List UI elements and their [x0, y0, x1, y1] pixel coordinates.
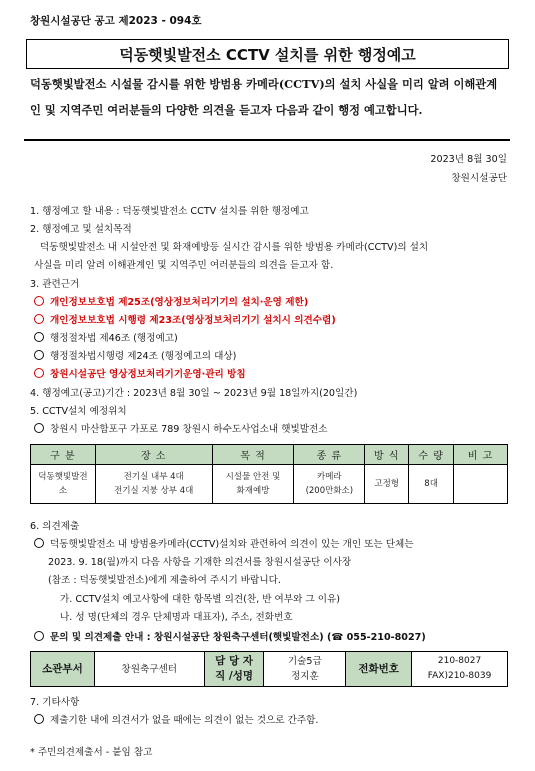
- table-cell: 고정형: [365, 465, 409, 504]
- column-header: 방 식: [365, 445, 409, 465]
- person-label: 담 당 자 직 /성명: [204, 652, 264, 687]
- item-6: 6. 의견제출: [30, 521, 80, 532]
- opinion-sub-item: 가. CCTV설치 예고사항에 대한 항목별 의견(찬, 반 여부와 그 이유): [60, 594, 341, 605]
- table-cell: 전기실 내부 4대 전기실 지붕 상부 4대: [95, 465, 212, 504]
- table-cell: 카메라 (200만화소): [294, 465, 365, 504]
- basis-item: [34, 312, 336, 326]
- location-item: [34, 421, 328, 435]
- notice-date: 2023년 8월 30일: [430, 154, 507, 165]
- notice-number: 창원시설공단 공고 제2023 - 094호: [30, 15, 202, 27]
- column-header: 구 분: [31, 445, 96, 465]
- opinion-text-cont: (참조 : 덕동햇빛발전소)에게 제출하여 주시기 바랍니다.: [48, 575, 281, 586]
- contact-info: [34, 629, 426, 643]
- circle-bullet-icon: [34, 714, 44, 724]
- item-4: 4. 행정예고(공고)기간 : 2023년 8월 30일 ~ 2023년 9월 18일까지(20일간): [30, 388, 358, 399]
- item-2: 2. 행정예고 및 설치목적: [30, 224, 132, 235]
- item-3: 3. 관련근거: [30, 279, 80, 290]
- table-cell: 시설물 안전 및 화재예방: [212, 465, 294, 504]
- basis-text: 창원시설공단 영상정보처리기기운영·관리 방침: [50, 369, 246, 380]
- item-5: 5. CCTV설치 예정위치: [30, 406, 127, 417]
- circle-bullet-icon: [34, 296, 44, 306]
- issuer-name: 창원시설공단: [451, 173, 507, 184]
- item-2-text: 덕동햇빛발전소 내 시설안전 및 화재예방등 실시간 감시를 위한 방범용 카메라(CCTV)의 설치: [40, 242, 429, 253]
- circle-bullet-icon: [34, 631, 44, 641]
- phone-label: 전화번호: [346, 652, 412, 687]
- column-header: 비 고: [454, 445, 508, 465]
- circle-bullet-icon: [34, 423, 44, 433]
- circle-bullet-icon: [34, 368, 44, 378]
- table-cell: 덕동햇빛발전소: [31, 465, 96, 504]
- column-header: 수 량: [409, 445, 454, 465]
- basis-item: [34, 366, 246, 380]
- basis-item: [34, 348, 236, 362]
- footnote: * 주민의견제출서 - 붙임 참고: [30, 747, 153, 758]
- intro-paragraph: 덕동햇빛발전소 시설물 감시를 위한 방범용 카메라(CCTV)의 설치 사실을 미리 알려 이해관계인 및 지역주민 여러분들의 다양한 의견을 듣고자 다음과 같이 행정 예고합니다.: [30, 77, 498, 117]
- column-header: 목 적: [212, 445, 294, 465]
- basis-item: [34, 330, 178, 344]
- dept-label: 소관부서: [31, 652, 95, 687]
- basis-text: 개인정보보호법 제25조(영상정보처리기기의 설치·운영 제한): [50, 297, 309, 308]
- basis-item: [34, 294, 308, 308]
- circle-bullet-icon: [34, 538, 44, 548]
- opinion-item: [34, 536, 414, 550]
- etc-text: 제출기한 내에 의견서가 없을 때에는 의견이 없는 것으로 간주함.: [50, 715, 319, 726]
- column-header: 종 류: [294, 445, 365, 465]
- table-row: [31, 465, 508, 504]
- column-header: 장 소: [95, 445, 212, 465]
- item-2-text-cont: 사실을 미리 알려 이해관계인 및 지역주민 여러분들의 의견을 듣고자 함.: [34, 260, 334, 271]
- divider: [24, 139, 510, 141]
- contact-text: 문의 및 의견제출 안내 : 창원시설공단 창원축구센터(햇빛발전소) (☎ 055-210-8027): [50, 632, 426, 643]
- table-cell: 8대: [409, 465, 454, 504]
- circle-bullet-icon: [34, 314, 44, 324]
- page-title: 덕동햇빛발전소 CCTV 설치를 위한 행정예고: [26, 39, 509, 69]
- person-value: 기술5급 정지훈: [264, 652, 346, 687]
- circle-bullet-icon: [34, 350, 44, 360]
- item-7: 7. 기타사항: [30, 697, 80, 708]
- table-cell: [454, 465, 508, 504]
- basis-text: 행정절차법시행령 제24조 (행정예고의 대상): [50, 351, 237, 362]
- table-row: [31, 652, 508, 687]
- basis-text: 개인정보보호법 시행령 제23조(영상정보처리기기 설치시 의견수렴): [50, 315, 336, 326]
- cctv-table: [30, 444, 508, 504]
- phone-value: 210-8027 FAX)210-8039: [412, 652, 508, 687]
- etc-item: [34, 712, 318, 726]
- opinion-text-cont: 2023. 9. 18(월)까지 다음 사항을 기재한 의견서를 창원시설공단 이사장: [48, 557, 352, 568]
- table-header-row: [31, 445, 508, 465]
- opinion-text: 덕동햇빛발전소 내 방범용카메라(CCTV)설치와 관련하여 의견이 있는 개인 또는 단체는: [50, 539, 414, 550]
- location-text: 창원시 마산합포구 가포로 789 창원시 하수도사업소내 햇빛발전소: [50, 424, 328, 435]
- basis-text: 행정절차법 제46조 (행정예고): [50, 333, 178, 344]
- circle-bullet-icon: [34, 332, 44, 342]
- dept-value: 창원축구센터: [94, 652, 204, 687]
- item-1: 1. 행정예고 할 내용 : 덕동햇빛발전소 CCTV 설치를 위한 행정예고: [30, 206, 309, 217]
- opinion-sub-item: 나. 성 명(단체의 경우 단체명과 대표자), 주소, 전화번호: [60, 612, 293, 623]
- contact-table: [30, 651, 508, 687]
